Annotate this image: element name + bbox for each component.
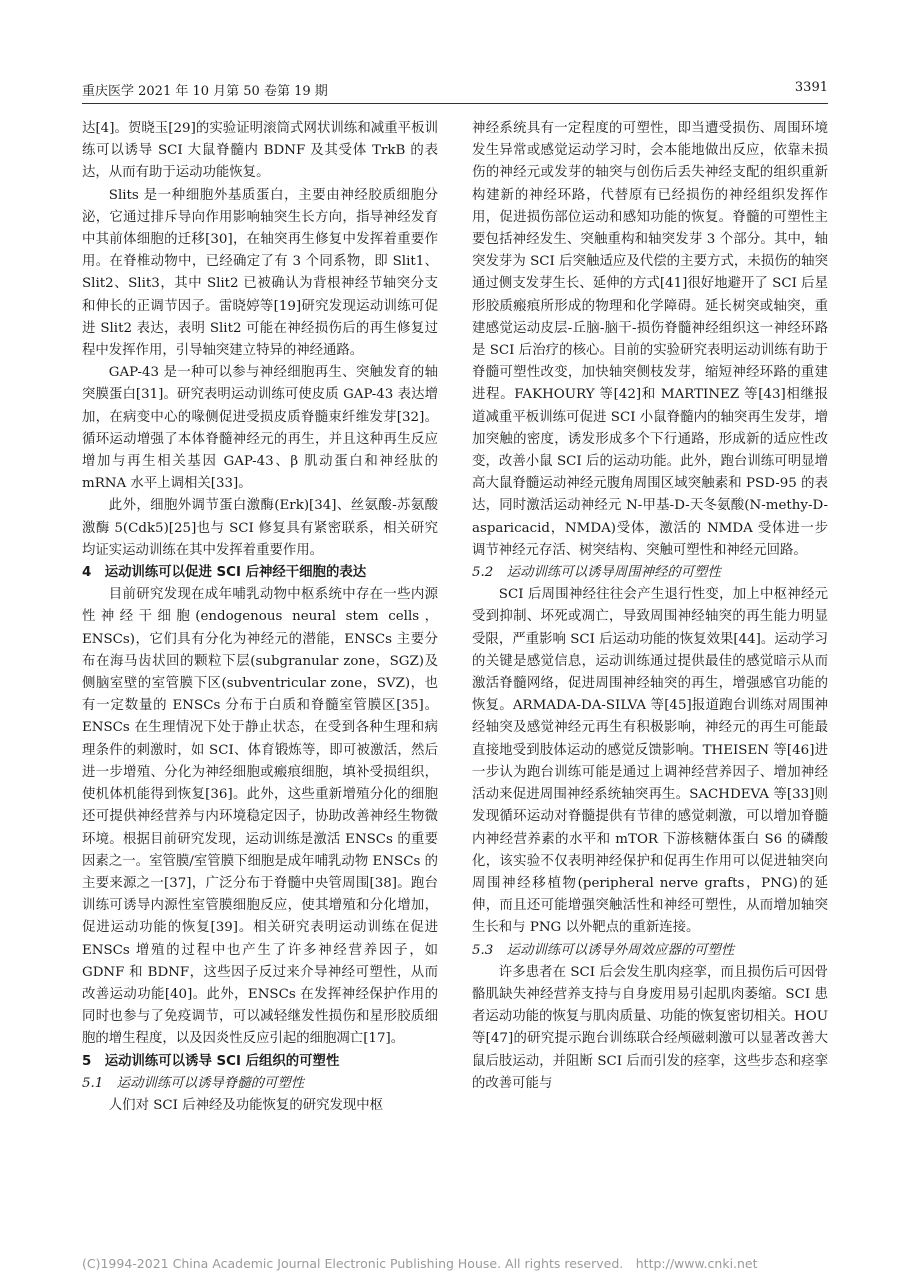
paragraph: 神经系统具有一定程度的可塑性，即当遭受损伤、周围环境发生异常或感觉运动学习时，会本能地做出反应，依靠未损伤的神经元或发芽的轴突与创伤后丢失神经支配的组织重新构建新的神经环路，代替原有已经损伤的神经组织发挥作用，促进损伤部位运动和感知功能的恢复。脊髓的可塑性主要包括神经发生、突触重构和轴突发芽 3 个部分。其中，轴突发芽为 SCI 后突触适应及代偿的主要方式，未损伤的轴突通过侧支发芽生长、延伸的方式[41]很好地避开了 SCI 后星形胶质瘢痕所形成的物理和化学障碍。延长树突或轴突，重建感觉运动皮层-丘脑-脑干-损伤脊髓神经组织这一神经环路是 SCI 后治疗的核心。目前的实验研究表明运动训练有助于脊髓可塑性改变，加快轴突侧枝发芽，缩短神经环路的重建进程。FAKHOURY 等[42]和 MARTINEZ 等[43]相继报道减重平板训练可促进 SCI 小鼠脊髓内的轴突再生发芽，增加突触的密度，诱发形成多个下行通路，形成新的适应性改变，改善小鼠 SCI 后的运动功能。此外，跑台训练可明显增高大鼠脊髓运动神经元腹角周围区域突触素和 PSD-95 的表达，同时激活运动神经元 N-甲基-D-天冬氨酸(N-methy-D-asparicacid，NMDA)受体，激活的 NMDA 受体进一步调节神经元存活、树突结构、突触可塑性和神经元回路。: [472, 121, 828, 558]
paragraph: 人们对 SCI 后神经及功能恢复的研究发现中枢: [108, 1097, 384, 1113]
section-heading: 5 运动训练可以诱导 SCI 后组织的可塑性: [82, 1053, 340, 1069]
paragraph: 许多患者在 SCI 后会发生肌肉痉挛，而且损伤后可因骨骼肌缺失神经营养支持与自身废用易引起肌肉萎缩。SCI 患者运动功能的恢复与肌肉质量、功能的恢复密切相关。HOU 等[47]的研究提示跑台训练联合经颅磁刺激可以显著改善大鼠后肢运动，并阻断 SCI 后而引发的痉挛，这些步态和痉挛的改善可能与: [472, 964, 828, 1091]
paragraph: 此外，细胞外调节蛋白激酶(Erk)[34]、丝氨酸-苏氨酸激酶 5(Cdk5)[25]也与 SCI 修复具有紧密联系，相关研究均证实运动训练在其中发挥着重要作用。: [82, 498, 438, 558]
running-header: [82, 80, 828, 104]
paragraph: Slits 是一种细胞外基质蛋白，主要由神经胶质细胞分泌，它通过排斥导向作用影响轴突生长方向，指导神经发育中其前体细胞的迁移[30]，在轴突再生修复中发挥着重要作用。在脊椎动物中，已经确定了有 3 个同系物，即 Slit1、Slit2、Slit3，其中 Slit2 已被确认为背根神经节轴突分支和伸长的正调节因子。雷晓婷等[19]研究发现运动训练可促进 Slit2 表达，表明 Slit2 可能在神经损伤后的再生修复过程中发挥作用，引导轴突建立特异的神经通路。: [82, 187, 438, 359]
copyright-footer: (C)1994-2021 China Academic Journal Electronic Publishing House. All rights reserved. http://www.cnki.net: [82, 1256, 758, 1271]
subsection-heading: 5.1 运动训练可以诱导脊髓的可塑性: [82, 1075, 305, 1091]
paragraph: 达[4]。贺晓玉[29]的实验证明滚筒式网状训练和减重平板训练可以诱导 SCI 大鼠脊髓内 BDNF 及其受体 TrkB 的表达，从而有助于运动功能恢复。: [82, 121, 438, 181]
right-column: [472, 118, 828, 1095]
subsection-heading: 5.3 运动训练可以诱导外周效应器的可塑性: [472, 942, 735, 958]
page-number: 3391: [794, 80, 828, 95]
journal-title: 重庆医学 2021 年 10 月第 50 卷第 19 期: [82, 84, 328, 99]
paragraph: SCI 后周围神经往往会产生退行性变，加上中枢神经元受到抑制、坏死或凋亡，导致周围神经轴突的再生能力明显受限，严重影响 SCI 后运动功能的恢复效果[44]。运动学习的关键是感觉信息，运动训练通过提供最佳的感觉暗示从而激活脊髓网络，促进周围神经轴突的再生，增强感官功能的恢复。ARMADA-DA-SILVA 等[45]报道跑台训练对周围神经轴突及感觉神经元再生有积极影响，神经元的再生可能最直接地受到肢体运动的感觉反馈影响。THEISEN 等[46]进一步认为跑台训练可能是通过上调神经营养因子、增加神经活动来促进周围神经系统轴突再生。SACHDEVA 等[33]则发现循环运动对脊髓提供有节律的感觉刺激，可以增加脊髓内神经营养素的水平和 mTOR 下游核糖体蛋白 S6 的磷酸化，该实验不仅表明神经保护和促再生作用可以促进轴突向周围神经移植物(peripheral nerve grafts，PNG)的延伸，而且还可能增强突触活性和神经可塑性，从而增加轴突生长和与 PNG 以外靶点的重新连接。: [472, 587, 828, 936]
paragraph: 目前研究发现在成年哺乳动物中枢系统中存在一些内源性神经干细胞(endogenous neural stem cells，ENSCs)，它们具有分化为神经元的潜能，ENSCs 主要分布在海马齿状回的颗粒下层(subgranular zone，SGZ)及侧脑室壁的室管膜下区(subventricular zone，SVZ)，也有一定数量的 ENSCs 分布于白质和脊髓室管膜区[35]。ENSCs 在生理情况下处于静止状态，在受到各种生理和病理条件的刺激时，如 SCI、体育锻炼等，即可被激活，然后进一步增殖、分化为神经细胞或瘢痕细胞，填补受损组织，使机体机能得到恢复[36]。此外，这些重新增殖分化的细胞还可提供神经营养与内环境稳定因子，协助改善神经生物微环境。根据目前研究发现，运动训练是激活 ENSCs 的重要因素之一。室管膜/室管膜下细胞是成年哺乳动物 ENSCs 的主要来源之一[37]，广泛分布于脊髓中央管周围[38]。跑台训练可诱导内源性室管膜细胞反应，使其增殖和分化增加，促进运动功能的恢复[39]。相关研究表明运动训练在促进 ENSCs 增殖的过程中也产生了许多神经营养因子，如 GDNF 和 BDNF，这些因子反过来介导神经可塑性，从而改善运动功能[40]。此外，ENSCs 在发挥神经保护作用的同时也参与了免疫调节，可以减轻继发性损伤和星形胶质细胞的增生程度，以及因炎性反应引起的细胞凋亡[17]。: [82, 587, 438, 1047]
section-heading: 4 运动训练可以促进 SCI 后神经干细胞的表达: [82, 565, 367, 581]
paragraph: GAP-43 是一种可以参与神经细胞再生、突触发育的轴突膜蛋白[31]。研究表明运动训练可使皮质 GAP-43 表达增加，在病变中心的喙侧促进受损皮质脊髓束纤维发芽[32]。循环运动增强了本体脊髓神经元的再生，并且这种再生反应增加与再生相关基因 GAP-43、β 肌动蛋白和神经肽的 mRNA 水平上调相关[33]。: [82, 365, 438, 492]
subsection-heading: 5.2 运动训练可以诱导周围神经的可塑性: [472, 565, 721, 581]
left-column: [82, 118, 438, 1117]
header-rule: [82, 103, 828, 104]
